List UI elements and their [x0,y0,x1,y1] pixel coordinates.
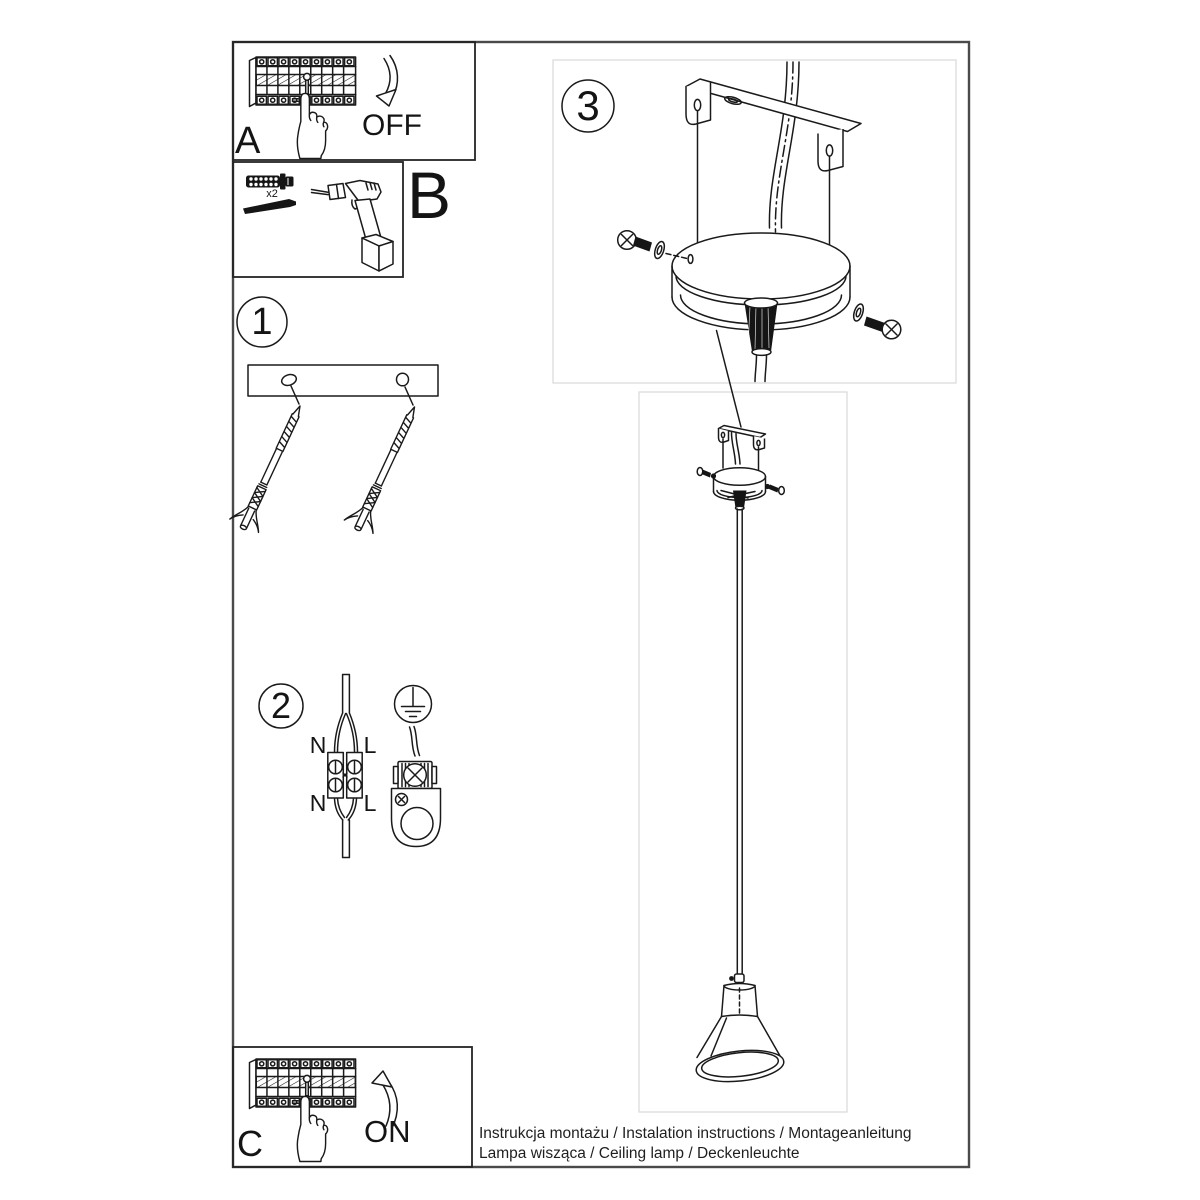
pendant-cable [737,509,742,974]
footer-line-1: Instrukcja montażu / Instalation instructions / Montageanleitung [479,1125,912,1142]
screw-small-right-icon [765,484,784,495]
ground-clamp-figure [392,762,441,847]
mounting-bar [248,365,438,396]
wire-l-label-top: L [363,732,377,758]
ground-symbol-icon [395,686,432,723]
drill-icon [312,181,394,272]
step-c-label: C [237,1123,263,1164]
terminal-block [328,753,362,799]
cord-grip-figure [745,298,778,382]
lamp-holder-figure [722,974,758,1017]
screw-washer-left-icon [618,231,687,260]
cord-grip-small-figure [733,491,747,510]
wire-n-label-top: N [309,732,327,758]
footer-line-2: Lampa wisząca / Ceiling lamp / Deckenleuchte [479,1145,800,1162]
screw-icon [243,199,296,214]
step-2-number: 2 [270,685,292,726]
step-1-number: 1 [251,301,273,343]
mains-cable-top [335,675,358,753]
anchor-screw-left [228,399,314,535]
page-frame [233,42,969,1167]
off-label: OFF [362,109,422,142]
anchor-quantity-label: x2 [266,188,278,200]
ground-wire [410,727,420,757]
on-label: ON [364,1114,411,1149]
mains-cable-bottom [335,799,357,858]
lamp-shade-figure [695,1017,786,1086]
ceiling-bracket-figure [686,79,861,255]
wire-l-label-bottom: L [363,790,377,816]
screw-small-left-icon [697,468,716,479]
step-a-label: A [235,120,261,162]
leader-line [717,331,742,428]
anchor-screw-right [343,400,429,536]
arrow-down-icon [377,56,398,107]
wire-n-label-bottom: N [309,790,327,816]
ceiling-cable [769,62,799,232]
screw-washer-right-icon [852,303,901,339]
step-b-label: B [407,158,452,232]
step-3-number: 3 [576,82,600,129]
